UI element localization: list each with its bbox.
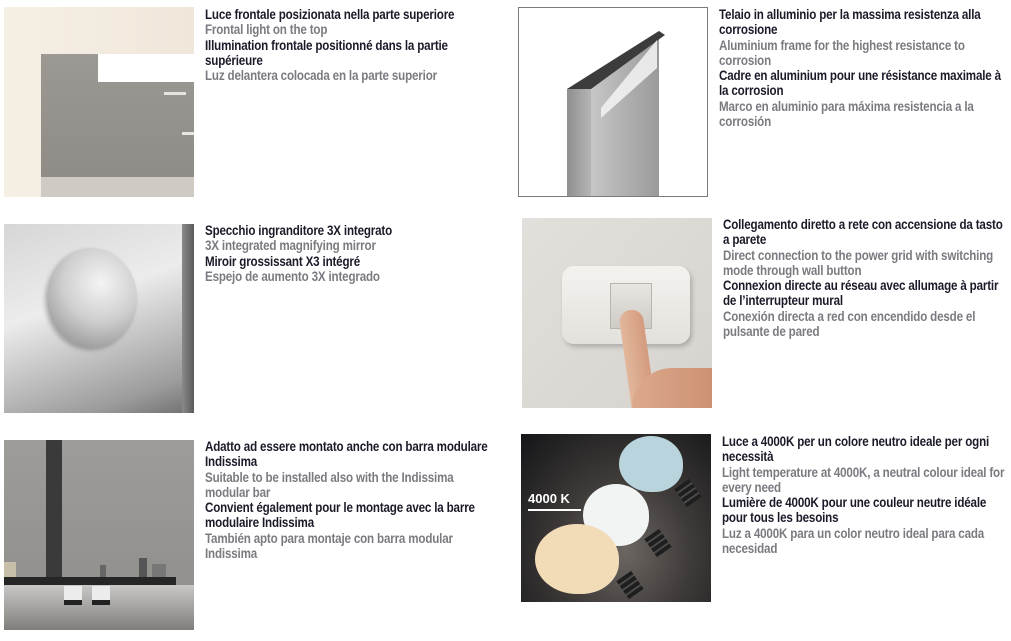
text-italian: Luce frontale posizionata nella parte superiore [205,7,455,22]
frontal-light-image [4,7,194,197]
text-french: Lumière de 4000K pour une couleur neutre idéale pour tous les besoins [722,495,987,526]
text-english: Suitable to be installed also with the Indissima modular bar [205,469,454,500]
feature-description [722,434,1011,556]
text-english: Direct connection to the power grid with switching mode through wall button [723,247,994,278]
text-spanish: Marco en aluminio para máxima resistencia a la corrosión [719,98,974,130]
frame-profile-icon [519,8,707,196]
feature-description [723,217,1011,339]
light-bulbs-image [521,434,711,602]
modular-bar-image [4,440,194,630]
text-french: Convient également pour le montage avec la barre modulaire Indissima [205,500,475,531]
magnifying-mirror-image [4,224,194,413]
feature-description [719,7,1011,129]
text-italian: Collegamento diretto a rete con accensione da tasto a parete [723,217,1003,248]
feature-description [205,439,540,561]
text-italian: Adatto ad essere montato anche con barra modulare Indissima [205,439,488,470]
text-english: Frontal light on the top [205,22,328,38]
text-french: Cadre en aluminium pour une résistance maximale à la corrosion [719,68,1001,99]
feature-description [205,7,555,83]
text-italian: Telaio in alluminio per la massima resistenza alla corrosione [719,7,981,38]
text-english: 3X integrated magnifying mirror [205,238,376,254]
text-english: Aluminium frame for the highest resistance to corrosion [719,37,965,68]
text-french: Illumination frontale positionné dans la partie supérieure [205,37,448,68]
text-french: Connexion directe au réseau avec allumage à partir de l’interrupteur mural [723,278,999,309]
text-french: Miroir grossissant X3 intégré [205,253,361,269]
text-spanish: Luz a 4000K para un color neutro ideal para cada necesidad [722,525,985,557]
color-temperature-label: 4000 K [528,491,570,506]
label-underline [528,509,581,511]
feature-description [205,223,555,284]
text-spanish: Luz delantera colocada en la parte superior [205,68,437,84]
text-english: Light temperature at 4000K, a neutral colour ideal for every need [722,464,1005,495]
warm-bulb-icon [535,524,619,594]
text-spanish: Espejo de aumento 3X integrado [205,268,380,284]
cool-bulb-icon [619,436,683,492]
aluminium-frame-image [518,7,708,197]
text-spanish: También apto para montaje con barra modular Indissima [205,530,453,562]
text-italian: Specchio ingranditore 3X integrato [205,223,393,238]
text-spanish: Conexión directa a red con encendido desde el pulsante de pared [723,308,976,340]
text-italian: Luce a 4000K per un colore neutro ideale per ogni necessità [722,434,990,465]
wall-switch-image [522,218,712,408]
